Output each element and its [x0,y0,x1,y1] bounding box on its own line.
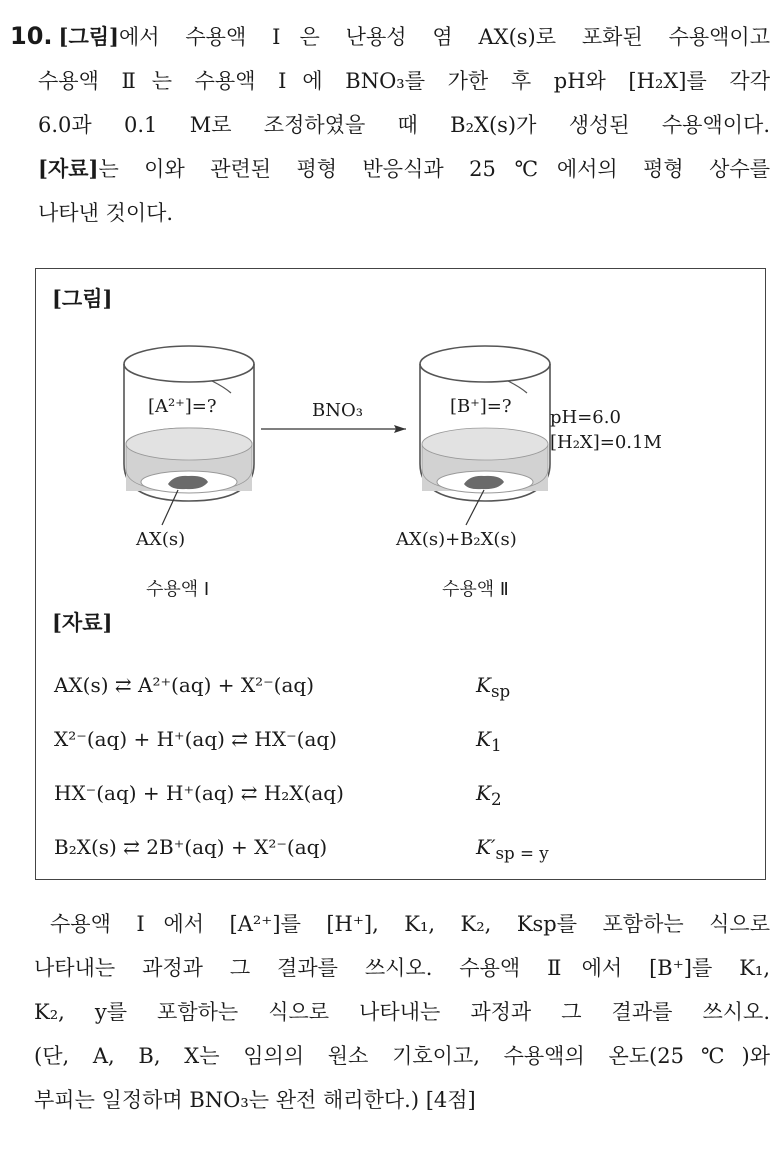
intro-line-3: 6.0과 0.1 M로 조정하였을 때 B₂X(s)가 생성된 수용액이다. [38,113,770,137]
data-title: [자료] [52,610,113,635]
beaker2-top-label: [B⁺]=? [450,396,512,417]
figure-title: [그림] [52,286,113,311]
task-line-5: 부피는 일정하며 BNO₃는 완전 해리한다.) [4점] [34,1088,476,1112]
beaker-1 [124,346,254,525]
constant-2-sub: 1 [490,736,502,755]
constant-1-sub: sp [490,682,511,701]
beaker1-top-label: [A²⁺]=? [148,396,217,417]
data-ref: [자료] [38,156,99,181]
equation-1: AX(s) ⇄ A²⁺(aq) + X²⁻(aq) [54,673,314,697]
constant-1-symbol: K [476,673,491,697]
constant-3-sub: 2 [490,790,502,809]
intro-line-1 [10,14,770,59]
beaker1-name: 수용액 Ⅰ [146,579,210,600]
question-number: 10. [10,22,53,50]
arrow-label: BNO₃ [312,400,363,421]
beaker-2 [420,346,550,525]
intro-line-2: 수용액 Ⅱ는 수용액 Ⅰ에 BNO₃를 가한 후 pH와 [H₂X]를 각각 [38,69,770,93]
beaker1-solid-label: AX(s) [136,529,186,550]
constant-4-symbol: K′ [476,835,496,859]
intro-text-4: 는 이와 관련된 평형 반응식과 25℃에서의 평형 상수를 [98,157,770,181]
figure-ref: [그림] [58,24,119,49]
equation-4: B₂X(s) ⇄ 2B⁺(aq) + X²⁻(aq) [54,835,328,859]
constant-4-sub: sp = y [495,844,549,863]
task-line-4: (단, A, B, X는 임의의 원소 기호이고, 수용액의 온도(25℃)와 [34,1044,770,1068]
intro-text-1: 에서 수용액 Ⅰ은 난용성 염 AX(s)로 포화된 수용액이고 [118,25,770,49]
task-line-2: 나타내는 과정과 그 결과를 쓰시오. 수용액 Ⅱ에서 [B⁺]를 K₁, [34,956,770,980]
beaker2-name: 수용액 Ⅱ [442,579,509,600]
task-line-3: K₂, y를 포함하는 식으로 나타내는 과정과 그 결과를 쓰시오. [34,1000,770,1024]
constant-3 [476,781,502,809]
equation-2: X²⁻(aq) + H⁺(aq) ⇄ HX⁻(aq) [54,727,337,751]
figure-box [35,268,766,880]
constant-2-symbol: K [476,727,491,751]
intro-line-4 [10,147,770,191]
constant-2 [476,727,502,755]
condition-h2x: [H₂X]=0.1M [550,432,662,453]
constant-3-symbol: K [476,781,491,805]
intro-line-5: 나타낸 것이다. [38,201,174,225]
constant-1 [476,673,510,701]
beaker2-solid-label: AX(s)+B₂X(s) [396,529,517,550]
question-intro [10,14,770,235]
constant-4 [476,835,549,863]
task-line-1: 수용액 Ⅰ에서 [A²⁺]를 [H⁺], K₁, K₂, Ksp를 포함하는 식으로 [50,912,770,936]
condition-ph: pH=6.0 [550,407,621,428]
equation-3: HX⁻(aq) + H⁺(aq) ⇄ H₂X(aq) [54,781,344,805]
task-text [34,902,770,1122]
